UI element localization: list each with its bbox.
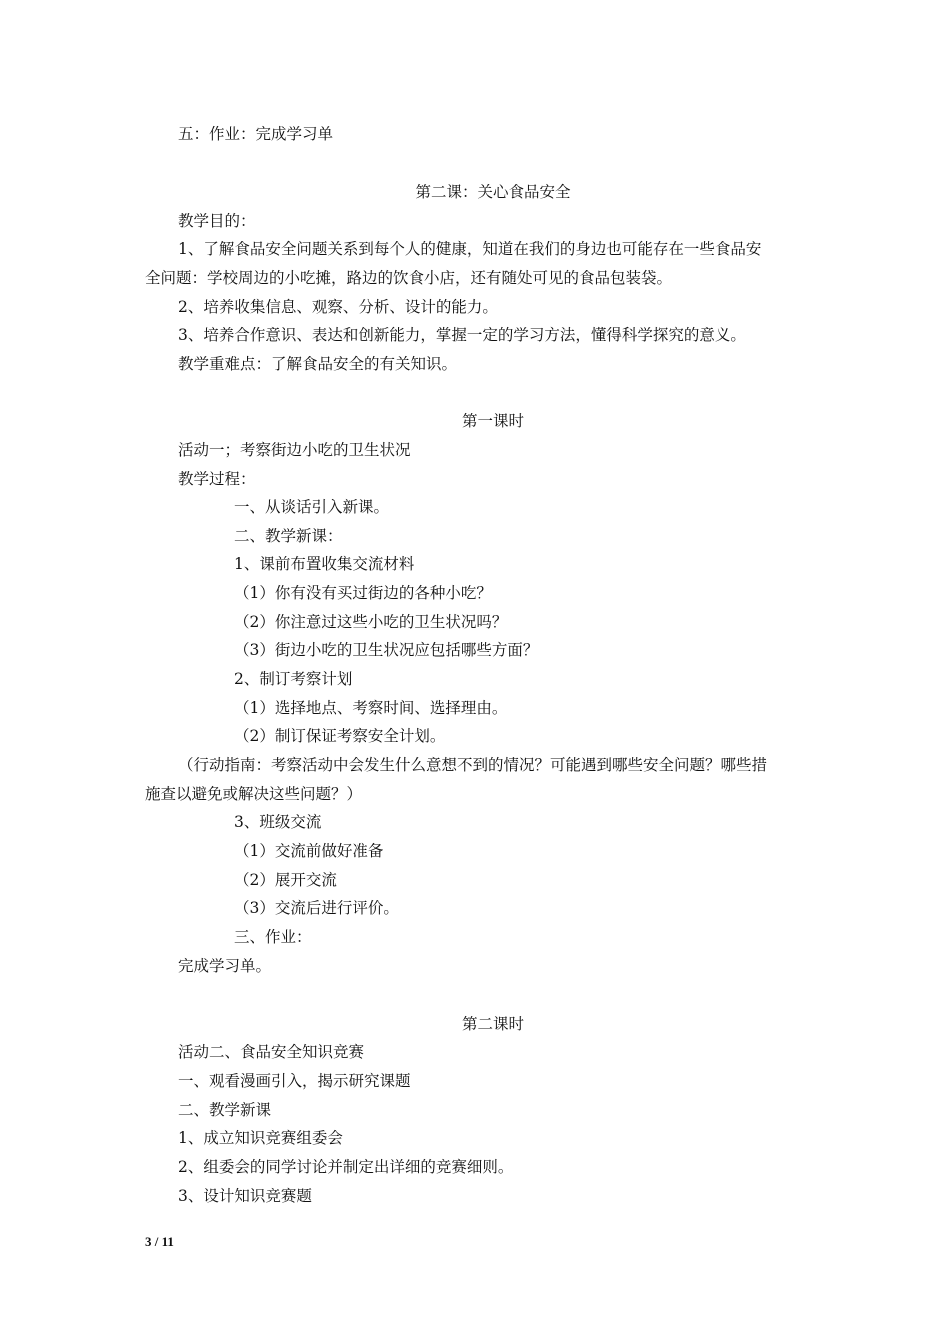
paragraph: 活动一；考察街边小吃的卫生状况: [178, 441, 411, 459]
paragraph: 一、观看漫画引入，揭示研究课题: [178, 1072, 411, 1090]
paragraph: 2、组委会的同学讨论并制定出详细的竞赛细则。: [178, 1158, 514, 1176]
paragraph: 3、设计知识竞赛题: [178, 1187, 312, 1205]
list-item: （2）你注意过这些小吃的卫生状况吗？: [234, 613, 508, 631]
list-item: （1）选择地点、考察时间、选择理由。: [234, 699, 508, 717]
lesson-title: 第二课：关心食品安全: [415, 183, 571, 201]
list-item: 1、课前布置收集交流材料: [234, 555, 415, 573]
list-item: 3、班级交流: [234, 813, 322, 831]
page-number: 3 / 11: [145, 1234, 174, 1249]
paragraph: 1、了解食品安全问题关系到每个人的健康，知道在我们的身边也可能存在一些食品安: [178, 240, 762, 258]
list-item: 三、作业：: [234, 928, 312, 946]
list-item: 一、从谈话引入新课。: [234, 498, 390, 516]
paragraph: 1、成立知识竞赛组委会: [178, 1129, 343, 1147]
paragraph: 二、教学新课: [178, 1101, 272, 1119]
list-item: （2）展开交流: [234, 871, 337, 889]
paragraph: 教学过程：: [178, 470, 256, 488]
list-item: （1）你有没有买过街边的各种小吃？: [234, 584, 492, 602]
homework-line: 五：作业：完成学习单: [178, 125, 334, 143]
paragraph: 教学重难点：了解食品安全的有关知识。: [178, 355, 458, 373]
objectives-heading: 教学目的：: [178, 212, 256, 230]
list-item: （1）交流前做好准备: [234, 842, 384, 860]
paragraph: 3、培养合作意识、表达和创新能力，掌握一定的学习方法，懂得科学探究的意义。: [178, 326, 746, 344]
section-title: 第二课时: [461, 1015, 524, 1033]
paragraph: 活动二、食品安全知识竞赛: [178, 1043, 365, 1061]
list-item: （2）制订保证考察安全计划。: [234, 727, 446, 745]
paragraph: 施查以避免或解决这些问题？）: [145, 785, 363, 803]
list-item: （3）交流后进行评价。: [234, 899, 399, 917]
list-item: 2、制订考察计划: [234, 670, 353, 688]
list-item: 二、教学新课：: [234, 527, 343, 545]
paragraph: 2、培养收集信息、观察、分析、设计的能力。: [178, 298, 498, 316]
section-title: 第一课时: [461, 412, 524, 430]
list-item: （3）街边小吃的卫生状况应包括哪些方面？: [234, 641, 539, 659]
paragraph: （行动指南：考察活动中会发生什么意想不到的情况？可能遇到哪些安全问题？哪些措: [178, 756, 768, 774]
paragraph: 全问题：学校周边的小吃摊，路边的饮食小店，还有随处可见的食品包装袋。: [145, 269, 673, 287]
paragraph: 完成学习单。: [178, 957, 272, 975]
